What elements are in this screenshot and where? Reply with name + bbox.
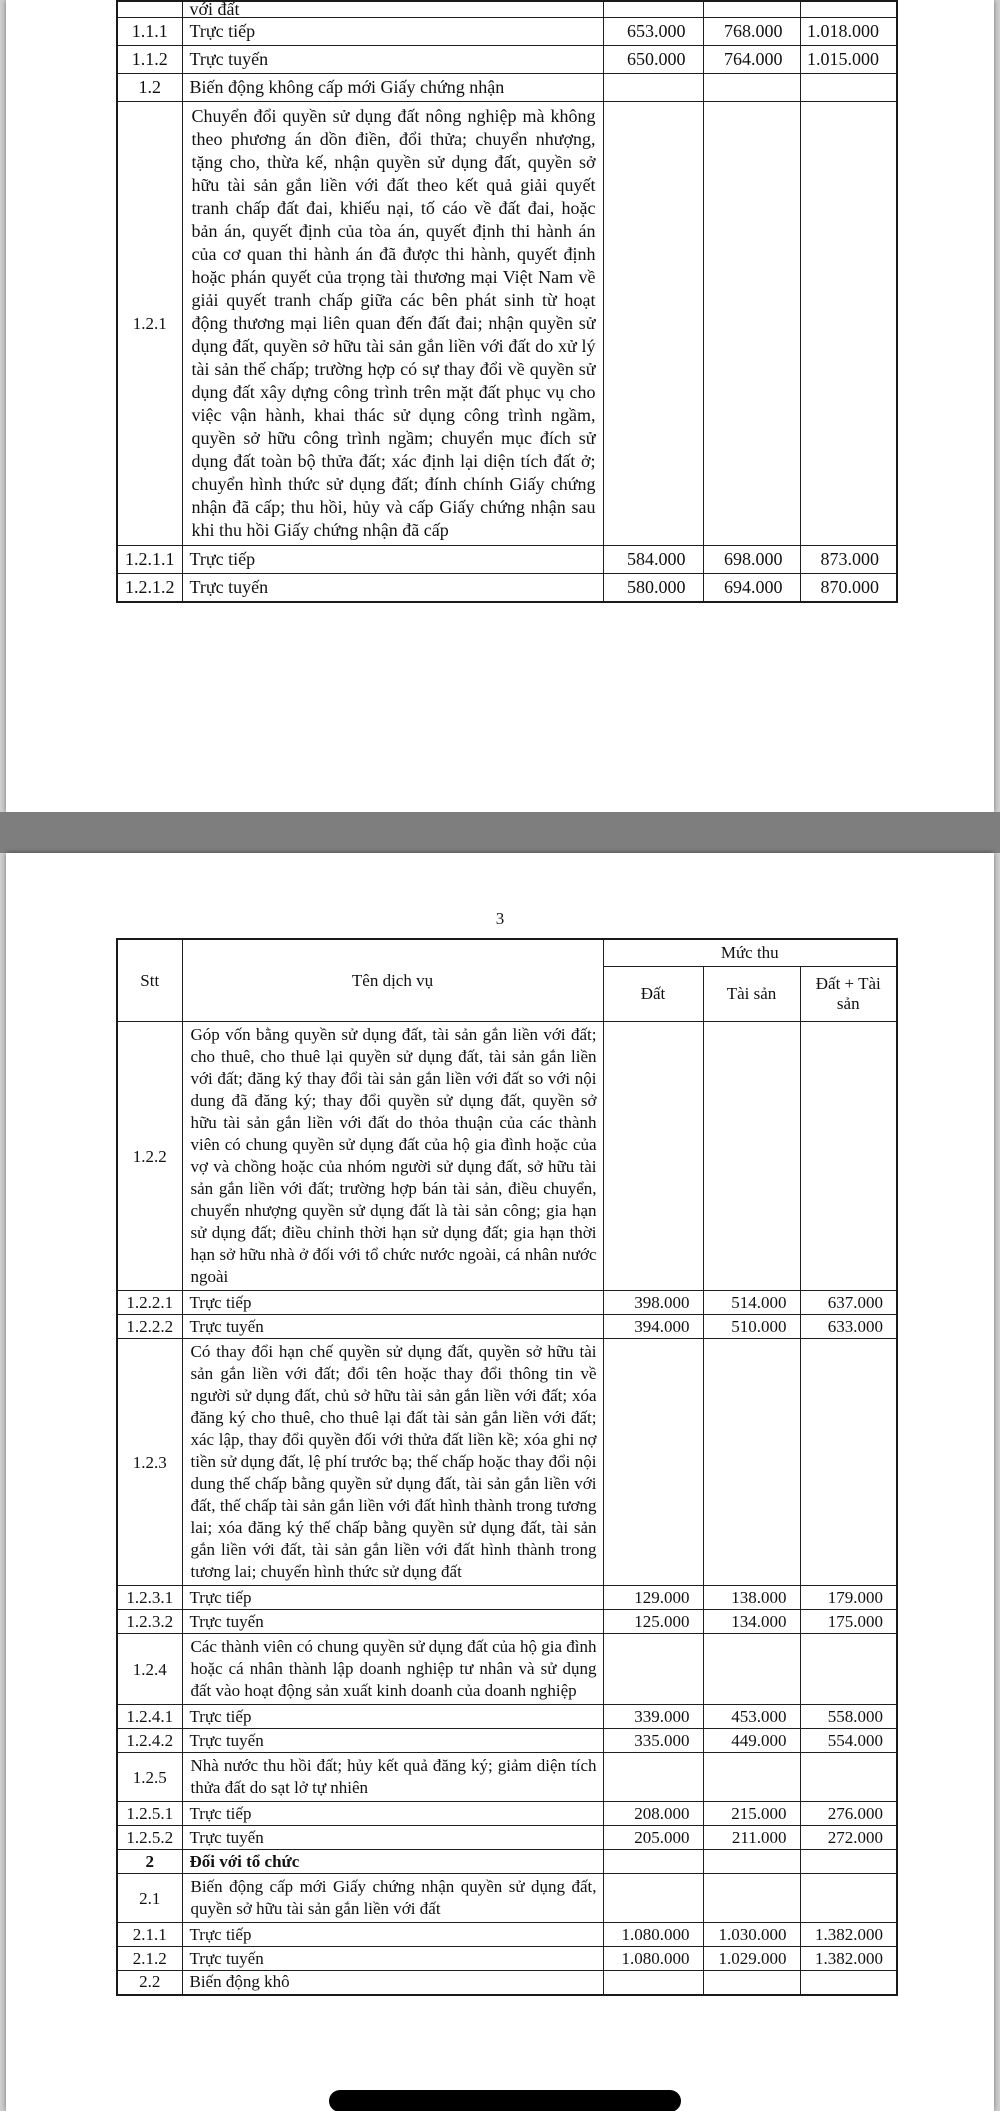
fee-dat — [603, 1339, 703, 1586]
fee-dat-tai-san: 633.000 — [800, 1315, 897, 1339]
fee-dat: 339.000 — [603, 1705, 703, 1729]
fee-tai-san — [703, 1634, 800, 1705]
row-number: 1.2.1.2 — [117, 574, 182, 603]
table-row — [117, 1291, 897, 1315]
fee-dat-tai-san — [800, 102, 897, 546]
service-name: Trực tiếp — [182, 18, 603, 46]
fee-tai-san — [703, 1339, 800, 1586]
table-row — [117, 18, 897, 46]
table-row — [117, 1634, 897, 1705]
table-row — [117, 1947, 897, 1971]
fee-dat-tai-san — [800, 1022, 897, 1291]
service-name: Trực tuyến — [182, 1610, 603, 1634]
row-number: 1.2.3 — [117, 1339, 182, 1586]
fee-dat-tai-san: 1.382.000 — [800, 1923, 897, 1947]
row-number: 2 — [117, 1850, 182, 1874]
table-row — [117, 1315, 897, 1339]
fee-tai-san — [703, 1753, 800, 1802]
fee-dat: 394.000 — [603, 1315, 703, 1339]
table-row — [117, 1729, 897, 1753]
service-name: Nhà nước thu hồi đất; hủy kết quả đăng ký; giảm diện tích thửa đất do sạt lở tự nhiên — [182, 1753, 603, 1802]
fee-dat-tai-san — [800, 1339, 897, 1586]
service-name: Đối với tổ chức — [182, 1850, 603, 1874]
fee-dat-tai-san — [800, 74, 897, 102]
fee-dat — [603, 102, 703, 546]
page-previous-bottom — [6, 0, 994, 812]
fee-tai-san — [703, 1850, 800, 1874]
fee-dat-tai-san: 272.000 — [800, 1826, 897, 1850]
table-row — [117, 1802, 897, 1826]
row-number: 2.1.2 — [117, 1947, 182, 1971]
table-row — [117, 1923, 897, 1947]
service-name: Chuyển đổi quyền sử dụng đất nông nghiệp mà không theo phương án dồn điền, đổi thửa; chuyển nhượng, tặng cho, thừa kế, nhận quyền sử dụng đất, quyền sở hữu tài sản gắn liền với đất theo kết quả giải quyết tranh chấp đất đai, khiếu nại, tố cáo về đất đai, hoặc bản án, quyết định của tòa án, quyết định thi hành án của cơ quan thi hành án đã được thi hành, quyết định hoặc phán quyết của trọng tài thương mại Việt Nam về giải quyết tranh chấp giữa các bên phát sinh từ hoạt động thương mại liên quan đến đất đai; nhận quyền sử dụng đất, quyền sở hữu tài sản gắn liền với đất do xử lý tài sản thế chấp; trường hợp có sự thay đổi về quyền sử dụng đất xây dựng công trình trên mặt đất phục vụ cho việc vận hành, khai thác sử dụng công trình ngầm, quyền sở hữu công trình ngầm; chuyển mục đích sử dụng đất toàn bộ thửa đất; xác định lại diện tích đất ở; chuyển hình thức sử dụng đất; đính chính Giấy chứng nhận đã cấp; thu hồi, hủy và cấp Giấy chứng nhận sau khi thu hồi Giấy chứng nhận đã cấp — [182, 102, 603, 546]
header-dat: Đất — [603, 967, 703, 1022]
row-number: 1.1.2 — [117, 46, 182, 74]
fee-dat-tai-san: 1.018.000 — [800, 18, 897, 46]
row-number: 1.2.3.1 — [117, 1586, 182, 1610]
header-dat-tai-san: Đất + Tài sản — [800, 967, 897, 1022]
fee-dat: 580.000 — [603, 574, 703, 603]
header-stt: Stt — [117, 939, 182, 1022]
row-number: 1.2.2 — [117, 1022, 182, 1291]
row-number: 1.2.5 — [117, 1753, 182, 1802]
fee-dat — [603, 1753, 703, 1802]
header-tai-san: Tài sản — [703, 967, 800, 1022]
fee-dat: 398.000 — [603, 1291, 703, 1315]
row-number: 2.1.1 — [117, 1923, 182, 1947]
service-name: Trực tiếp — [182, 1586, 603, 1610]
service-name: Trực tiếp — [182, 1802, 603, 1826]
header-row-group — [117, 939, 897, 967]
fee-tai-san — [703, 1874, 800, 1923]
fee-dat — [603, 74, 703, 102]
service-name: với đất — [182, 1, 603, 18]
fee-tai-san — [703, 74, 800, 102]
fee-dat-tai-san — [800, 1634, 897, 1705]
fee-tai-san: 1.029.000 — [703, 1947, 800, 1971]
table-row — [117, 1586, 897, 1610]
row-number: 1.2.2.1 — [117, 1291, 182, 1315]
fee-tai-san: 449.000 — [703, 1729, 800, 1753]
fee-tai-san: 453.000 — [703, 1705, 800, 1729]
table-row — [117, 574, 897, 603]
fee-tai-san: 1.030.000 — [703, 1923, 800, 1947]
fee-tai-san — [703, 1971, 800, 1996]
fee-table-page-previous — [116, 0, 898, 603]
fee-tai-san: 764.000 — [703, 46, 800, 74]
row-number: 1.2.4 — [117, 1634, 182, 1705]
table-row — [117, 1850, 897, 1874]
fee-dat — [603, 1850, 703, 1874]
row-number: 1.2 — [117, 74, 182, 102]
row-number: 2.2 — [117, 1971, 182, 1996]
fee-dat-tai-san — [800, 1850, 897, 1874]
service-name: Biến động khô — [182, 1971, 603, 1996]
table-row — [117, 1826, 897, 1850]
fee-tai-san: 215.000 — [703, 1802, 800, 1826]
service-name: Các thành viên có chung quyền sử dụng đất của hộ gia đình hoặc cá nhân thành lập doanh nghiệp tư nhân và sử dụng đất vào hoạt động sản xuất kinh doanh của doanh nghiệp — [182, 1634, 603, 1705]
row-number: 1.2.5.1 — [117, 1802, 182, 1826]
fee-dat-tai-san — [800, 1, 897, 18]
service-name: Trực tiếp — [182, 546, 603, 574]
fee-tai-san: 694.000 — [703, 574, 800, 603]
fee-dat-tai-san: 1.382.000 — [800, 1947, 897, 1971]
page-gap — [0, 812, 1000, 853]
service-name: Trực tuyến — [182, 46, 603, 74]
row-number: 1.2.1 — [117, 102, 182, 546]
service-name: Trực tuyến — [182, 1947, 603, 1971]
fee-dat: 653.000 — [603, 18, 703, 46]
fee-dat — [603, 1874, 703, 1923]
fee-dat — [603, 1, 703, 18]
service-name: Biến động không cấp mới Giấy chứng nhận — [182, 74, 603, 102]
table-row — [117, 74, 897, 102]
fee-dat: 125.000 — [603, 1610, 703, 1634]
fee-tai-san — [703, 102, 800, 546]
fee-tai-san: 134.000 — [703, 1610, 800, 1634]
fee-dat-tai-san — [800, 1874, 897, 1923]
row-number: 1.2.1.1 — [117, 546, 182, 574]
fee-dat-tai-san: 558.000 — [800, 1705, 897, 1729]
fee-dat: 1.080.000 — [603, 1923, 703, 1947]
service-name: Trực tuyến — [182, 1315, 603, 1339]
table-row — [117, 1971, 897, 1996]
fee-dat: 208.000 — [603, 1802, 703, 1826]
row-number — [117, 1, 182, 18]
header-service-name: Tên dịch vụ — [182, 939, 603, 1022]
service-name: Trực tuyến — [182, 574, 603, 603]
fee-table-page-3 — [116, 938, 898, 1996]
row-number: 1.2.3.2 — [117, 1610, 182, 1634]
fee-dat: 1.080.000 — [603, 1947, 703, 1971]
service-name: Trực tiếp — [182, 1923, 603, 1947]
page-3 — [6, 853, 994, 2111]
row-number: 1.2.4.2 — [117, 1729, 182, 1753]
fee-dat-tai-san: 637.000 — [800, 1291, 897, 1315]
fee-tai-san: 698.000 — [703, 546, 800, 574]
fee-dat-tai-san — [800, 1753, 897, 1802]
service-name: Trực tiếp — [182, 1291, 603, 1315]
fee-dat — [603, 1971, 703, 1996]
fee-tai-san: 514.000 — [703, 1291, 800, 1315]
table-row — [117, 1, 897, 18]
table-row — [117, 1753, 897, 1802]
fee-tai-san — [703, 1022, 800, 1291]
fee-dat-tai-san: 554.000 — [800, 1729, 897, 1753]
fee-tai-san: 510.000 — [703, 1315, 800, 1339]
fee-tai-san — [703, 1, 800, 18]
table-row — [117, 546, 897, 574]
fee-dat-tai-san: 870.000 — [800, 574, 897, 603]
service-name: Có thay đổi hạn chế quyền sử dụng đất, quyền sở hữu tài sản gắn liền với đất; đổi tên hoặc thay đổi thông tin về người sử dụng đất, chủ sở hữu tài sản gắn liền với đất; xóa đăng ký cho thuê, cho thuê lại đất tài sản gắn liền với đất; xác lập, thay đổi quyền đối với thửa đất liền kề; xóa ghi nợ tiền sử dụng đất, lệ phí trước bạ; thế chấp hoặc thay đổi nội dung thế chấp bằng quyền sử dụng đất, tài sản gắn liền với đất, thế chấp tài sản gắn liền với đất hình thành trong tương lai; xóa đăng ký thế chấp bằng quyền sử dụng đất, tài sản gắn liền với đất, tài sản gắn liền với đất hình thành trong tương lai; chuyển hình thức sử dụng đất — [182, 1339, 603, 1586]
fee-dat — [603, 1022, 703, 1291]
service-name: Biến động cấp mới Giấy chứng nhận quyền sử dụng đất, quyền sở hữu tài sản gắn liền với đất — [182, 1874, 603, 1923]
fee-dat: 650.000 — [603, 46, 703, 74]
row-number: 2.1 — [117, 1874, 182, 1923]
fee-dat-tai-san: 179.000 — [800, 1586, 897, 1610]
fee-dat — [603, 1634, 703, 1705]
row-number: 1.1.1 — [117, 18, 182, 46]
service-name: Góp vốn bằng quyền sử dụng đất, tài sản gắn liền với đất; cho thuê, cho thuê lại quyền sử dụng đất, tài sản gắn liền với đất; đăng ký thay đổi tài sản gắn liền với đất so với nội dung đã đăng ký; thay đổi quyền sử dụng đất, quyền sở hữu tài sản gắn liền với đất do thỏa thuận của các thành viên có chung quyền sử dụng đất của hộ gia đình hoặc của vợ và chồng hoặc của nhóm người sử dụng đất, sở hữu tài sản gắn liền với đất; trường hợp bán tài sản, điều chuyển, chuyển nhượng quyền sử dụng đất là tài sản công; gia hạn sử dụng đất; điều chỉnh thời hạn sử dụng đất; gia hạn thời hạn sở hữu nhà ở đối với tổ chức nước ngoài, cá nhân nước ngoài — [182, 1022, 603, 1291]
table-row — [117, 1339, 897, 1586]
fee-dat-tai-san — [800, 1971, 897, 1996]
fee-tai-san: 138.000 — [703, 1586, 800, 1610]
fee-dat: 129.000 — [603, 1586, 703, 1610]
row-number: 1.2.2.2 — [117, 1315, 182, 1339]
table-header — [117, 939, 897, 1022]
table-row — [117, 1874, 897, 1923]
table-row — [117, 102, 897, 546]
fee-dat: 205.000 — [603, 1826, 703, 1850]
header-fee-group: Mức thu — [603, 939, 897, 967]
table-row — [117, 1705, 897, 1729]
service-name: Trực tuyến — [182, 1826, 603, 1850]
row-number: 1.2.4.1 — [117, 1705, 182, 1729]
fee-tai-san: 768.000 — [703, 18, 800, 46]
redaction-bar — [329, 2090, 681, 2111]
fee-dat-tai-san: 276.000 — [800, 1802, 897, 1826]
table-row — [117, 1610, 897, 1634]
fee-dat-tai-san: 175.000 — [800, 1610, 897, 1634]
fee-dat-tai-san: 873.000 — [800, 546, 897, 574]
fee-dat: 584.000 — [603, 546, 703, 574]
fee-dat-tai-san: 1.015.000 — [800, 46, 897, 74]
service-name: Trực tuyến — [182, 1729, 603, 1753]
service-name: Trực tiếp — [182, 1705, 603, 1729]
row-number: 1.2.5.2 — [117, 1826, 182, 1850]
table-row — [117, 1022, 897, 1291]
page-number: 3 — [495, 909, 505, 928]
fee-tai-san: 211.000 — [703, 1826, 800, 1850]
table-row — [117, 46, 897, 74]
fee-dat: 335.000 — [603, 1729, 703, 1753]
